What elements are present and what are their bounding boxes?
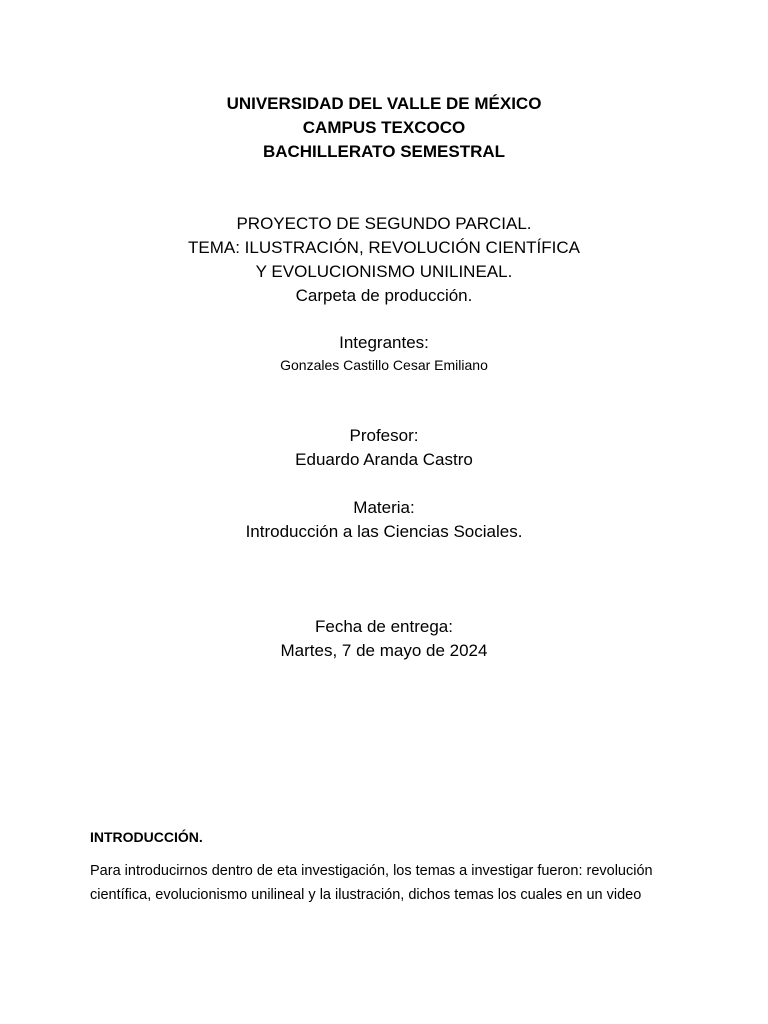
- members-label: Integrantes:: [339, 333, 429, 352]
- project-topic-line2: Y EVOLUCIONISMO UNILINEAL.: [255, 262, 513, 281]
- professor-name: Eduardo Aranda Castro: [295, 450, 473, 469]
- professor-label: Profesor:: [349, 426, 419, 445]
- subject-label: Materia:: [353, 498, 415, 517]
- introduction-line: Para introducirnos dentro de eta investigación, los temas a investigar fueron: revolución: [90, 863, 653, 879]
- introduction-heading: INTRODUCCIÓN.: [90, 829, 203, 845]
- campus-name: CAMPUS TEXCOCO: [302, 118, 466, 137]
- delivery-label: Fecha de entrega:: [315, 617, 453, 636]
- project-subtitle: Carpeta de producción.: [295, 286, 473, 305]
- introduction-line: científica, evolucionismo unilineal y la ilustración, dichos temas los cuales en un video: [90, 887, 642, 903]
- delivery-date: Martes, 7 de mayo de 2024: [280, 641, 488, 660]
- project-topic-line1: TEMA: ILUSTRACIÓN, REVOLUCIÓN CIENTÍFICA: [188, 238, 580, 257]
- university-name: UNIVERSIDAD DEL VALLE DE MÉXICO: [226, 94, 542, 113]
- subject-name: Introducción a las Ciencias Sociales.: [245, 522, 523, 541]
- member-name: Gonzales Castillo Cesar Emiliano: [280, 357, 488, 373]
- project-title: PROYECTO DE SEGUNDO PARCIAL.: [236, 214, 532, 233]
- program-name: BACHILLERATO SEMESTRAL: [262, 142, 506, 161]
